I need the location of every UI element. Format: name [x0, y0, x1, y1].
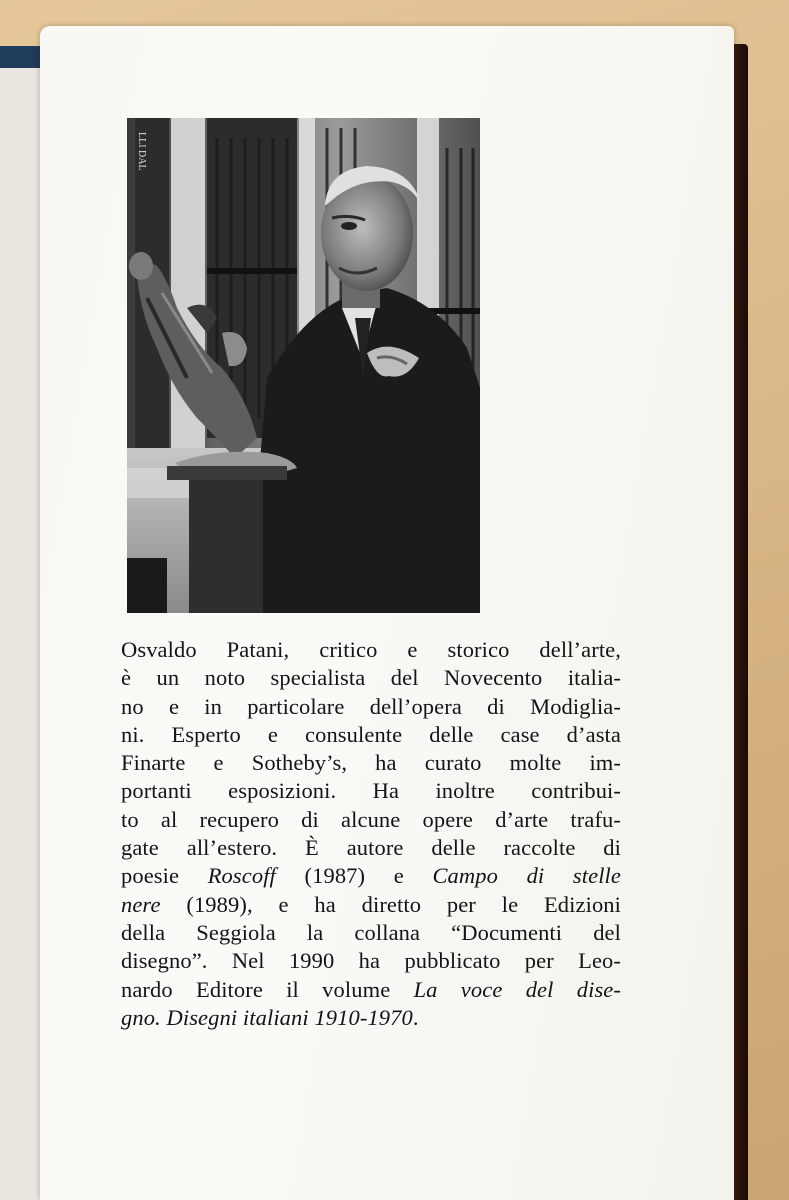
author-biography: [121, 636, 621, 1032]
bio-line: [121, 862, 621, 890]
bio-line: [121, 891, 621, 919]
bio-line: è un noto specialista del Novecento italia-: [121, 665, 621, 691]
bio-text: (1987) e: [275, 863, 433, 889]
bio-line: Finarte e Sotheby’s, ha curato molte im-: [121, 750, 621, 776]
bio-line: [121, 976, 621, 1004]
bio-line: Osvaldo Patani, critico e storico dell’arte,: [121, 637, 621, 662]
bio-text: poesie: [121, 863, 208, 889]
bio-line: no e in particolare dell’opera di Modiglia-: [121, 693, 621, 719]
bio-line: portanti esposizioni. Ha inoltre contribui-: [121, 778, 621, 804]
bio-line: to al recupero di alcune opere d’arte trafu-: [121, 806, 621, 832]
book-title-voce: La voce del dise-: [413, 976, 621, 1002]
book-spine-label: LLI DAL: [136, 132, 147, 171]
bio-line: della Seggiola la collana “Documenti del: [121, 919, 621, 945]
bio-line: disegno”. Nel 1990 ha pubblicato per Leo-: [121, 948, 621, 974]
book-title-campo: Campo di stelle: [432, 863, 621, 889]
book-title-roscoff: Roscoff: [207, 863, 276, 889]
bio-line: gate all’estero. È autore delle raccolte di: [121, 835, 621, 861]
bio-text: nardo Editore il volume: [121, 976, 414, 1002]
bio-line: ni. Esperto e consulente delle case d’asta: [121, 721, 621, 747]
author-photo: [127, 118, 480, 613]
bio-text: (1989), e ha diretto per le Edizioni: [160, 891, 621, 917]
bio-line: [121, 1004, 621, 1032]
book-title-campo-cont: nere: [121, 891, 161, 917]
book-title-voce-cont: gno. Disegni italiani 1910-1970: [121, 1004, 413, 1030]
bio-text: .: [412, 1004, 419, 1030]
